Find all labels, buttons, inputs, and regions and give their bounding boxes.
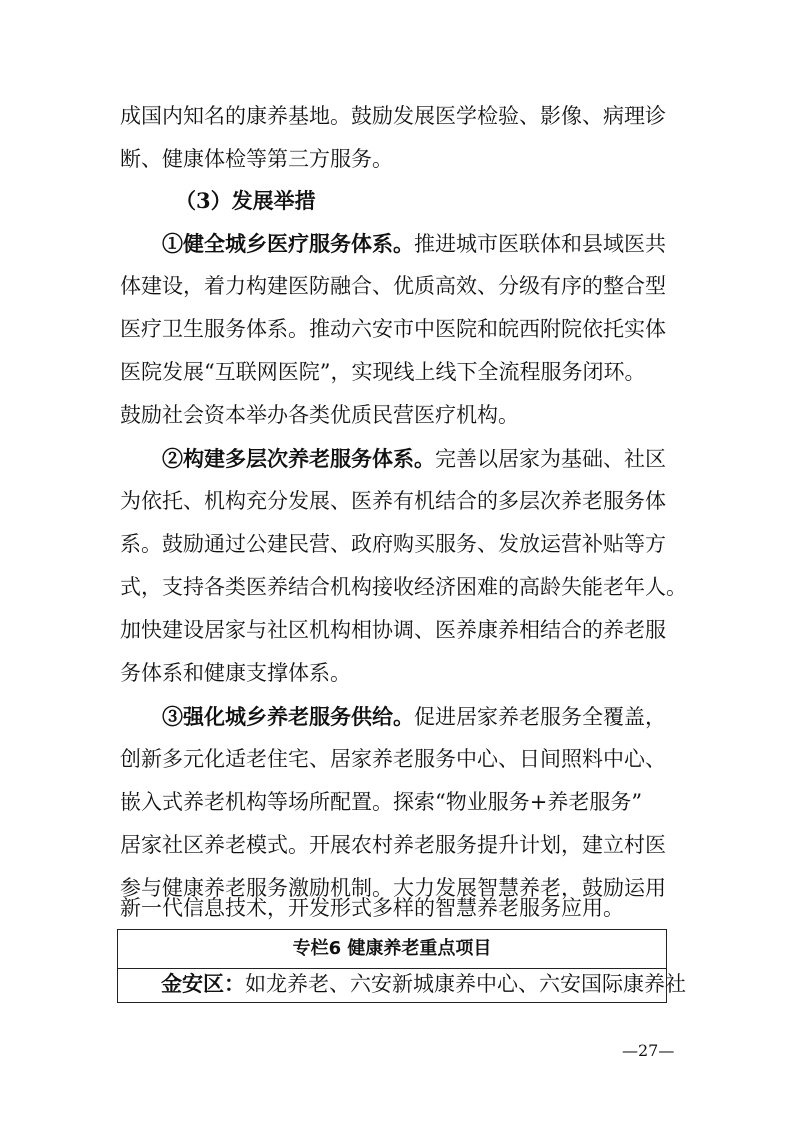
paragraph-3-first-line — [162, 706, 666, 728]
body-line: 式，支持各类医养结合机构接收经济困难的高龄失能老年人。 — [120, 575, 687, 599]
body-line: 参与健康养老服务激励机制。大力发展智慧养老，鼓励运用 — [120, 876, 666, 900]
paragraph-2-lead: ②构建多层次养老服务体系。 — [162, 446, 435, 471]
body-line: 加快建设居家与社区机构相协调、医养康养相结合的养老服 — [120, 618, 666, 642]
paragraph-1-first: 推进城市医联体和县域医共 — [414, 232, 666, 256]
body-line: 新一代信息技术，开发形式多样的智慧养老服务应用。 — [120, 896, 624, 920]
body-line: 成国内知名的康养基地。鼓励发展医学检验、影像、病理诊 — [120, 104, 666, 128]
page-number: —27— — [622, 1041, 675, 1060]
body-line: 医疗卫生服务体系。推动六安市中医院和皖西附院依托实体 — [120, 317, 666, 341]
body-line: 为依托、机构充分发展、医养有机结合的多层次养老服务体 — [120, 489, 666, 513]
body-line: 系。鼓励通过公建民营、政府购买服务、发放运营补贴等方 — [120, 532, 666, 556]
paragraph-2-first: 完善以居家为基础、社区 — [435, 447, 666, 471]
body-line: 居家社区养老模式。开展农村养老服务提升计划，建立村医 — [120, 833, 666, 857]
body-line: 断、健康体检等第三方服务。 — [120, 147, 393, 171]
paragraph-3-lead: ③强化城乡养老服务供给。 — [162, 704, 414, 729]
paragraph-1-first-line — [162, 233, 666, 255]
feature-box-row-key: 金安区： — [161, 971, 245, 996]
paragraph-2-first-line — [162, 448, 666, 470]
body-line: 嵌入式养老机构等场所配置。探索“物业服务+养老服务” — [120, 790, 643, 814]
section-subheading: （3）发展举措 — [175, 188, 316, 213]
body-line: 鼓励社会资本举办各类优质民营医疗机构。 — [120, 403, 519, 427]
feature-box-table — [117, 929, 686, 1003]
paragraph-1-lead: ①健全城乡医疗服务体系。 — [162, 231, 414, 256]
body-line: 体建设，着力构建医防融合、优质高效、分级有序的整合型 — [120, 274, 666, 298]
feature-box-row — [161, 973, 686, 995]
feature-box-row-value: 如龙养老、六安新城康养中心、六安国际康养社 — [245, 972, 686, 996]
feature-box-title: 专栏6 健康养老重点项目 — [118, 930, 666, 969]
body-line: 务体系和健康支撑体系。 — [120, 661, 351, 685]
body-line: 创新多元化适老住宅、居家养老服务中心、日间照料中心、 — [120, 747, 666, 771]
body-line: 医院发展“互联网医院”，实现线上线下全流程服务闭环。 — [120, 360, 646, 384]
paragraph-3-first: 促进居家养老服务全覆盖， — [414, 705, 666, 729]
